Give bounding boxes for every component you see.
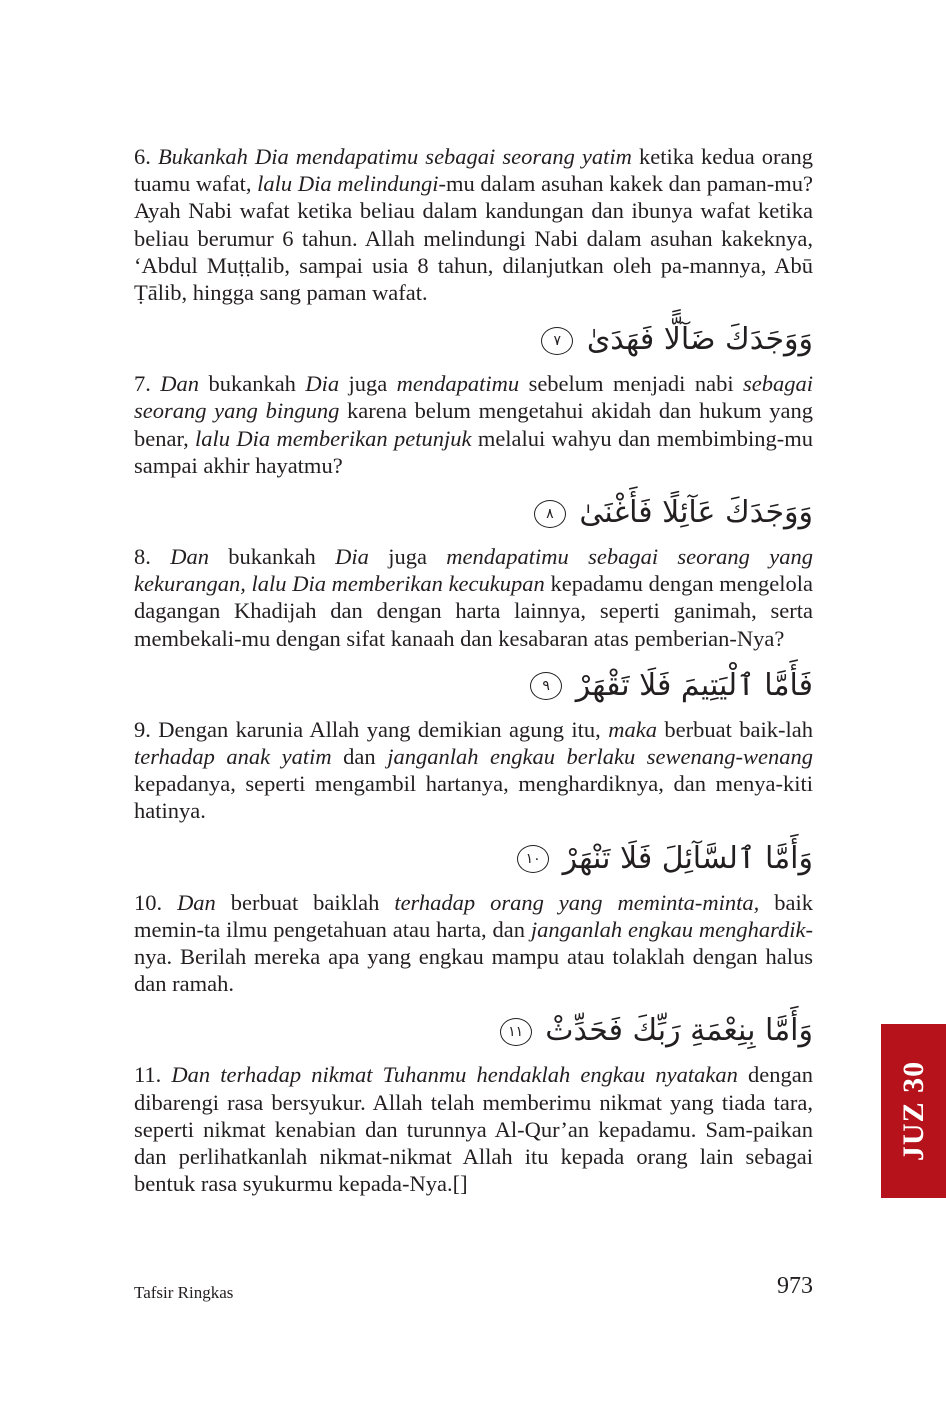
italic-run: Dan [177, 889, 216, 915]
text-run: berbuat baiklah [215, 889, 395, 915]
commentary-verse-10 [134, 889, 813, 998]
italic-run: sebagai seorang yang bingung [134, 371, 813, 424]
text-run: bukankah [208, 544, 336, 570]
page-number: 973 [777, 1273, 813, 1299]
arabic-text: وَوَجَدَكَ ضَآلًّا فَهَدَىٰ [586, 322, 813, 358]
text-run: -mu dalam asuhan kakek dan paman-mu? Ayah Nabi wafat ketika beliau dalam kandungan dan ibunya wafat ketika beliau berumur 6 tahun. Allah melindungi Nabi dalam asuhan kakeknya, ʻAbdul Muṭṭalib, sampai usia 8 tahun, dilanjutkan oleh pa-mannya, Abū Ṭālib, hingga sang paman wafat. [134, 171, 813, 306]
italic-run: lalu Dia melindungi [257, 171, 439, 197]
commentary-verse-8 [134, 543, 813, 652]
text-run: ketika kedua orang tuamu wafat, [134, 144, 814, 197]
italic-run: Dan [160, 371, 200, 397]
italic-run: Dia [305, 371, 340, 397]
commentary-verse-7 [134, 370, 813, 479]
arabic-text: وَوَجَدَكَ عَآئِلًا فَأَغْنَىٰ [579, 495, 813, 531]
arabic-text: وَأَمَّا بِنِعْمَةِ رَبِّكَ فَحَدِّثْ [545, 1013, 813, 1049]
ayah-number-marker: ١٠ [517, 845, 549, 873]
text-run: kepadanya, seperti mengambil hartanya, menghardiknya, dan menya-kiti hatinya. [134, 771, 813, 824]
italic-run: Bukankah Dia mendapatimu sebagai seorang yatim [157, 144, 632, 169]
text-run: 9. Dengan karunia Allah yang demikian agung itu, [134, 716, 609, 742]
arabic-text: وَأَمَّا ٱلسَّآئِلَ فَلَا تَنْهَرْ [562, 840, 813, 876]
commentary-verse-6 [134, 143, 813, 306]
italic-run: janganlah engkau berlaku sewenang-wenang [387, 744, 813, 770]
text-run: 11. [134, 1062, 172, 1088]
text-run: 10. [134, 889, 178, 915]
text-run: -nya. Berilah mereka apa yang engkau mampu atau tolaklah dengan halus dan ramah. [134, 916, 813, 997]
arabic-verse-9 [134, 666, 813, 706]
text-run: melalui wahyu dan membimbing-mu sampai akhir hayatmu? [134, 425, 813, 478]
commentary-verse-9 [134, 716, 813, 825]
ayah-number-marker: ٨ [534, 500, 566, 528]
arabic-text: فَأَمَّا ٱلْيَتِيمَ فَلَا تَقْهَرْ [575, 667, 813, 703]
text-run: juga [368, 544, 447, 570]
ayah-number-marker: ١١ [500, 1018, 532, 1046]
arabic-verse-7 [134, 320, 813, 360]
text-run: 8. [134, 544, 171, 570]
italic-run: mendapatimu sebagai seorang yang kekurangan, lalu Dia memberikan kecukupan [134, 544, 813, 597]
juz-label: JUZ 30 [896, 1060, 930, 1162]
arabic-verse-8 [134, 493, 813, 533]
text-run: kepadamu dengan mengelola dagangan Khadijah dan dengan harta lainnya, seperti ganimah, serta membekali-mu dengan sifat kanaah dan kesabaran atas pemberian-Nya? [134, 571, 813, 651]
text-run: juga [339, 371, 397, 397]
italic-run: terhadap orang yang meminta-minta, [394, 889, 760, 915]
italic-run: Dan [170, 544, 209, 570]
italic-run: mendapatimu [396, 371, 520, 397]
commentary-verse-11 [134, 1061, 813, 1197]
italic-run: terhadap anak yatim [134, 744, 332, 770]
page-content [134, 143, 813, 1197]
juz-side-tab [881, 1024, 946, 1198]
text-run: bukankah [199, 371, 306, 397]
italic-run: lalu Dia memberikan petunjuk [195, 425, 472, 451]
text-run: sebelum menjadi nabi [519, 371, 743, 397]
arabic-verse-10 [134, 839, 813, 879]
text-run: 6. [134, 144, 158, 169]
italic-run: Dia [335, 544, 369, 570]
text-run: baik memin-ta ilmu pengetahuan atau harta, dan [134, 889, 813, 942]
arabic-verse-11 [134, 1011, 813, 1051]
footer-book-title: Tafsir Ringkas [134, 1283, 234, 1302]
italic-run: maka [608, 716, 657, 742]
text-run: dan [331, 744, 388, 770]
ayah-number-marker: ٩ [530, 672, 562, 700]
ayah-number-marker: ٧ [541, 327, 573, 355]
text-run: 7. [134, 371, 161, 397]
text-run: dengan dibarengi rasa bersyukur. Allah telah memberimu nikmat yang tiada tara, seperti nikmat kenabian dan turunnya Al-Qur’an kepadamu. Sam-paikan dan perlihatkanlah nikmat-nikmat Allah itu kepada orang lain sebagai bentuk rasa syukurmu kepada-Nya.[] [134, 1062, 813, 1197]
italic-run: Dan terhadap nikmat Tuhanmu hendaklah engkau nyatakan [171, 1062, 738, 1088]
text-run: berbuat baik-lah [656, 716, 814, 742]
text-run: karena belum mengetahui akidah dan hukum yang benar, [134, 398, 813, 451]
italic-run: janganlah engkau menghardik [530, 916, 806, 942]
